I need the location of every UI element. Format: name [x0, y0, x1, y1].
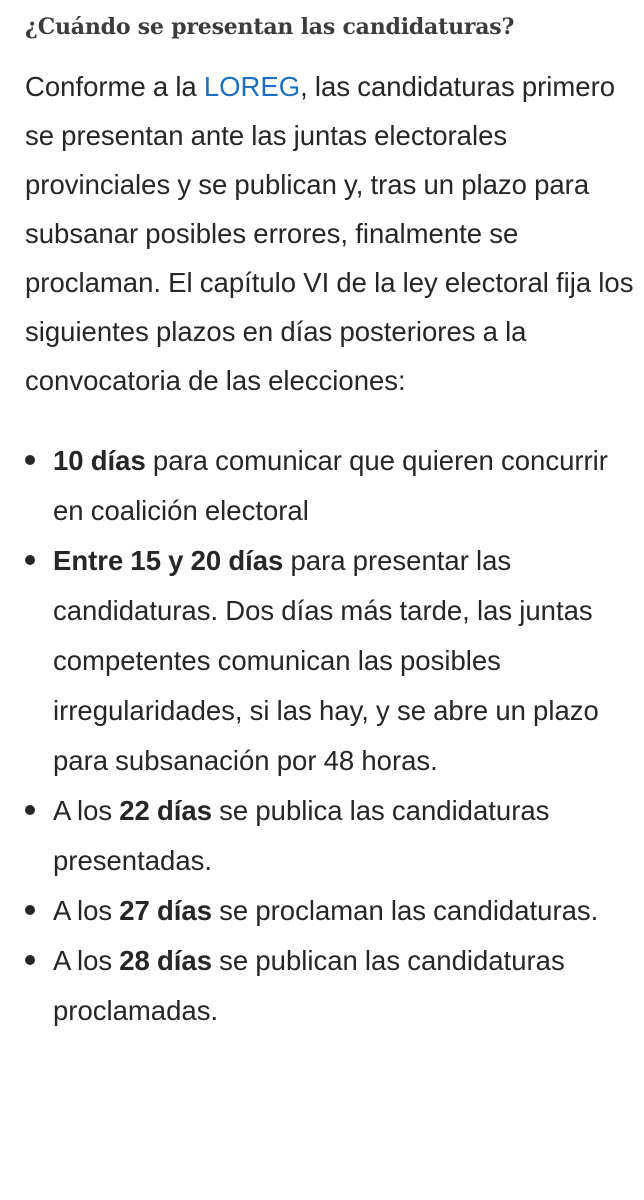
section-heading: ¿Cuándo se presentan las candidaturas?	[25, 14, 515, 40]
intro-text-after: , las candidaturas primero se presentan ante las juntas electorales provinciales y se publican y, tras un plazo para subsanar posibles errores, finalmente se proclaman. El capítulo VI de la ley electoral fija los siguientes plazos en días posteriores a la convocatoria de las elecciones:	[25, 71, 634, 396]
item-text: se publican las candidaturas proclamadas.	[53, 945, 565, 1026]
item-text: para comunicar que quieren concurrir en coalición electoral	[53, 445, 608, 526]
intro-paragraph	[25, 62, 640, 405]
deadlines-list	[25, 436, 640, 1036]
bullet-icon	[25, 455, 35, 465]
item-text: se proclaman las candidaturas.	[212, 895, 599, 926]
list-item	[25, 436, 640, 536]
item-days: 22 días	[119, 795, 213, 826]
item-text: para presentar las candidaturas. Dos días más tarde, las juntas competentes comunican las posibles irregularidades, si las hay, y se abre un plazo para subsanación por 48 horas.	[53, 545, 599, 776]
article	[25, 0, 640, 1036]
item-days: 28 días	[119, 945, 213, 976]
item-prefix: A los	[53, 895, 120, 926]
item-days: Entre 15 y 20 días	[53, 545, 284, 576]
bullet-icon	[25, 805, 35, 815]
bullet-icon	[25, 955, 35, 965]
loreg-link[interactable]: LOREG	[203, 71, 301, 102]
item-prefix: A los	[53, 795, 120, 826]
list-item	[25, 786, 640, 886]
item-days: 27 días	[119, 895, 213, 926]
list-item	[25, 886, 640, 936]
intro-text-before: Conforme a la	[25, 71, 204, 102]
list-item	[25, 936, 640, 1036]
item-prefix: A los	[53, 945, 120, 976]
bullet-icon	[25, 905, 35, 915]
item-text: se publica las candidaturas presentadas.	[53, 795, 550, 876]
list-item	[25, 536, 640, 786]
item-days: 10 días	[53, 445, 146, 476]
bullet-icon	[25, 555, 35, 565]
